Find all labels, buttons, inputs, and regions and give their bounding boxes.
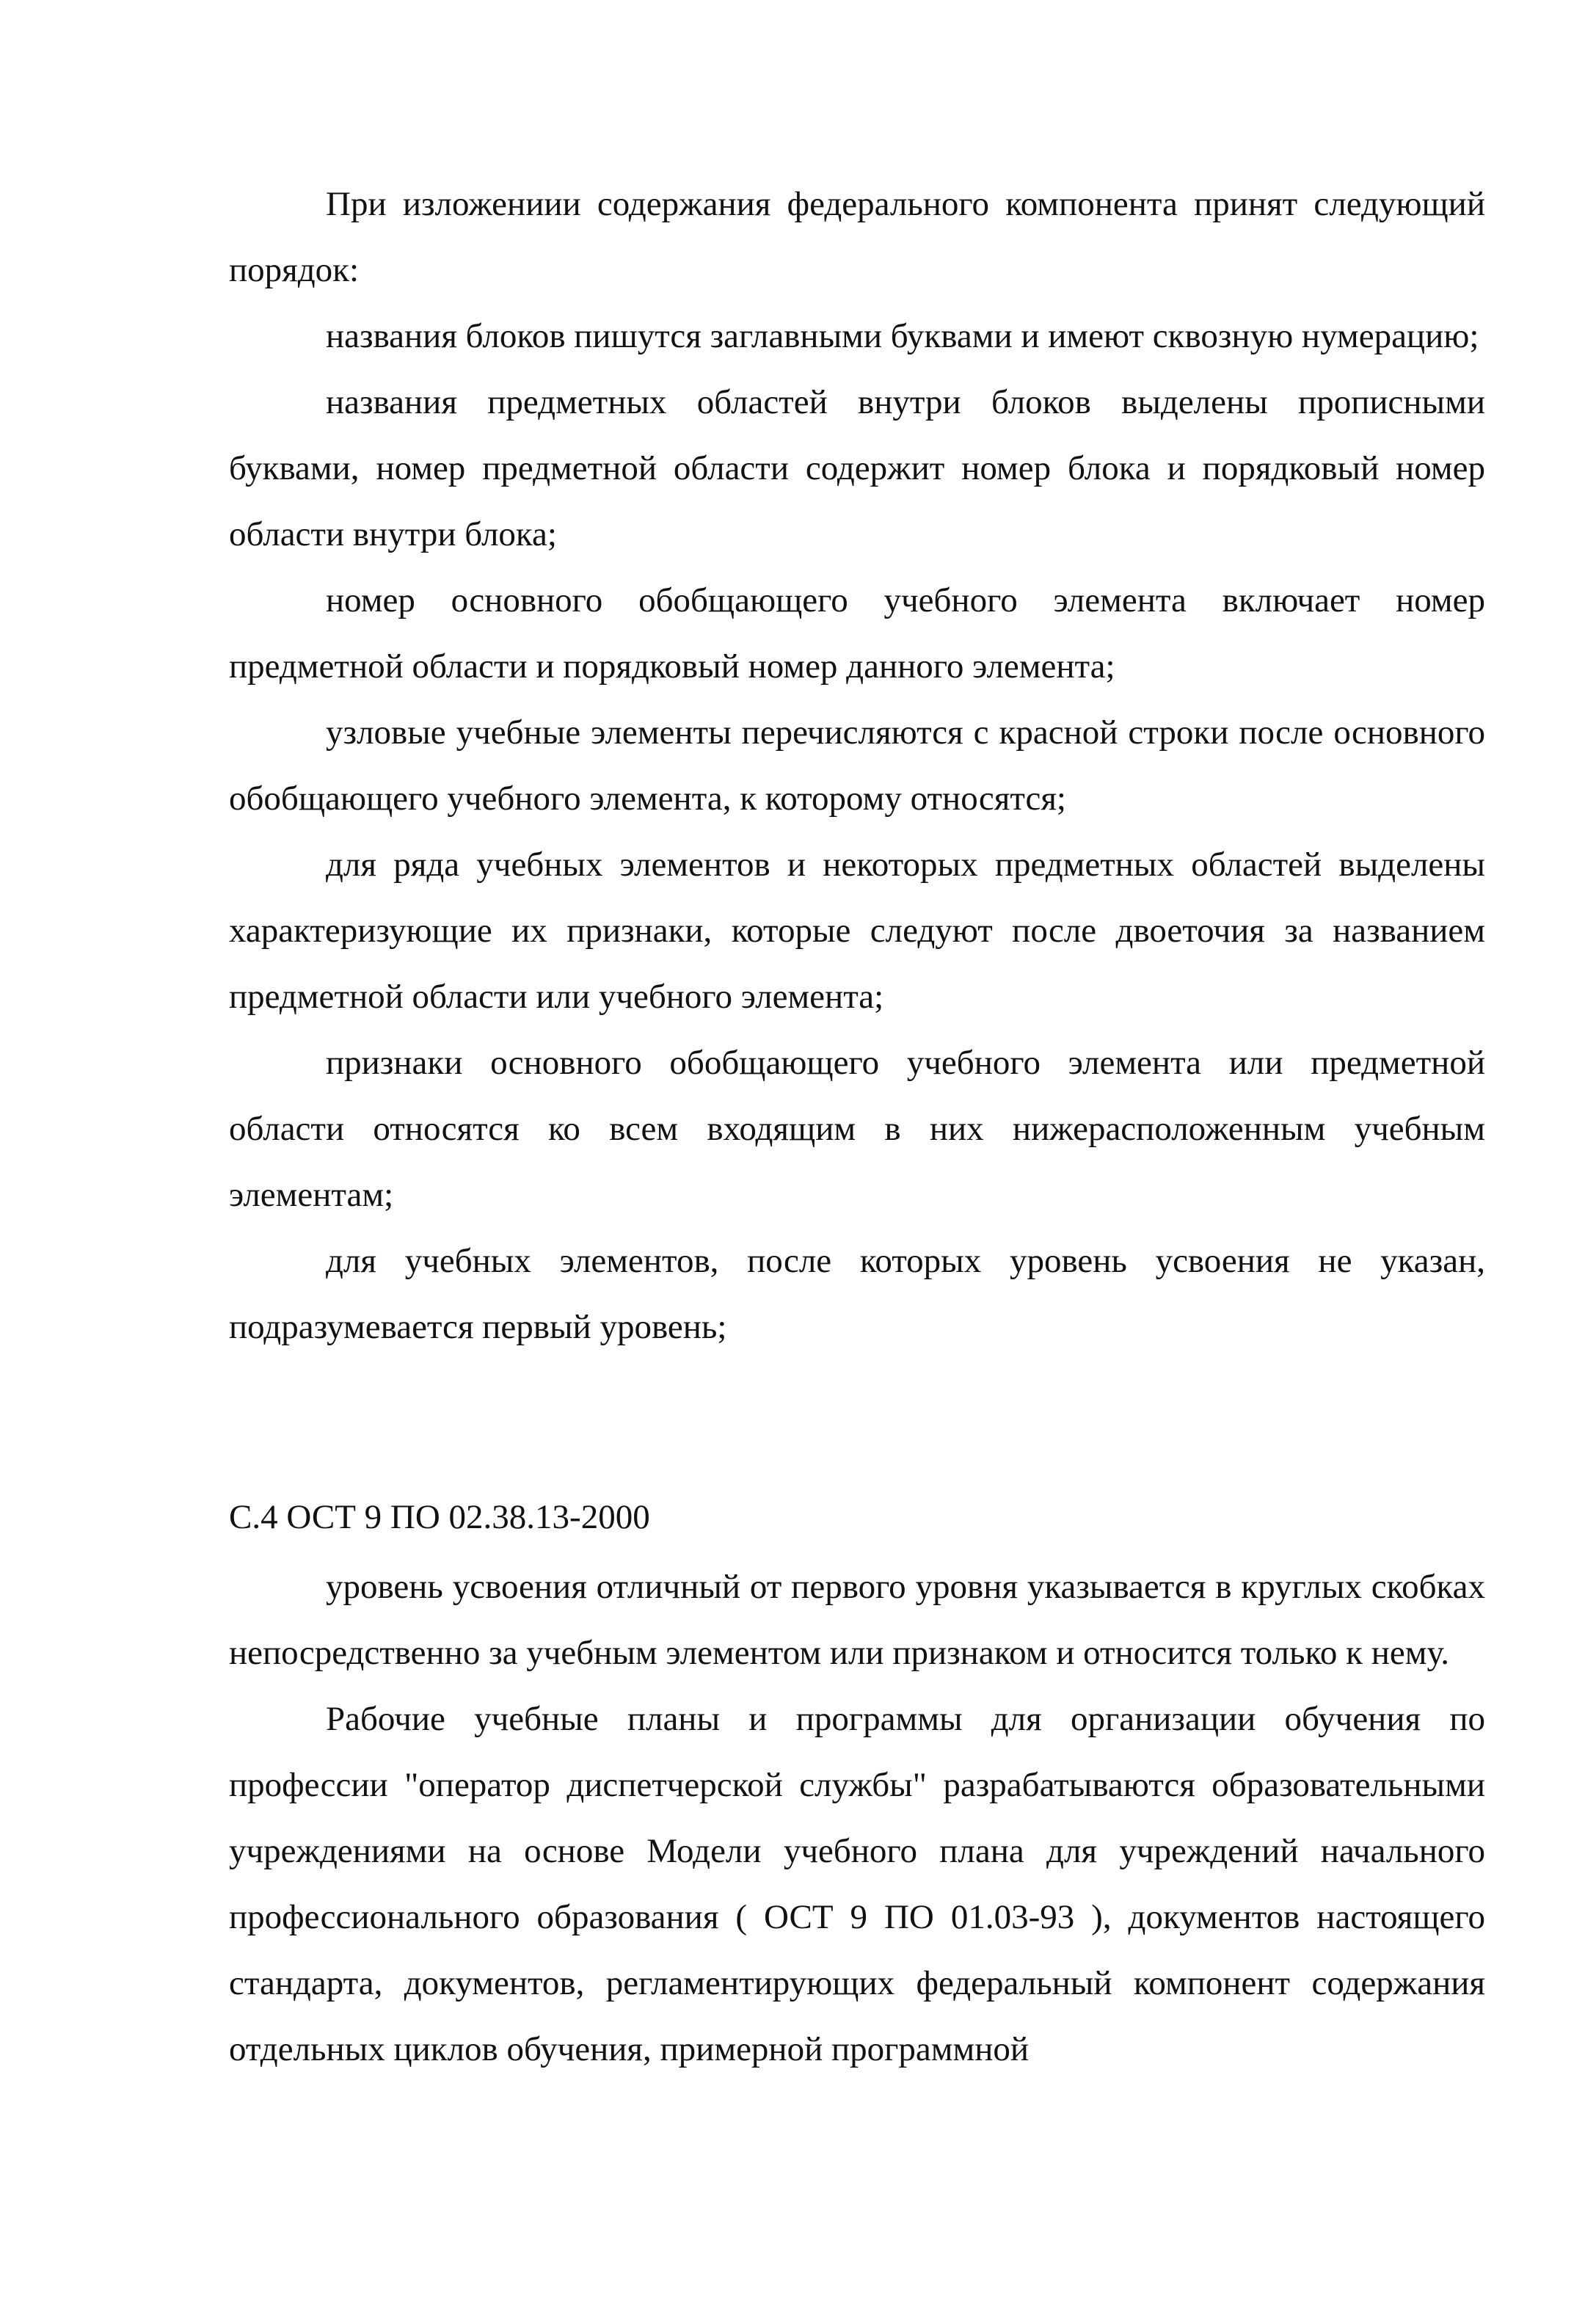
text-block-top <box>229 171 1485 1360</box>
page-header: С.4 ОСТ 9 ПО 02.38.13-2000 <box>229 1498 650 1536</box>
paragraph-rule-element-number: номер основного обобщающего учебного элемента включает номер предметной области и порядковый номер данного элемента; <box>229 581 1485 686</box>
paragraph-rule-blocks: названия блоков пишутся заглавными буквами и имеют сквозную нумерацию; <box>326 317 1479 355</box>
paragraph-rule-attribute-scope: признаки основного обобщающего учебного элемента или предметной области относятся ко всем входящим в них нижерасположенным учебным элементам; <box>229 1044 1485 1214</box>
paragraph-intro: При изложениии содержания федерального компонента принят следующий порядок: <box>229 185 1485 289</box>
paragraph-rule-nodal-elements: узловые учебные элементы перечисляются с красной строки после основного обобщающего учебного элемента, к которому относятся; <box>229 713 1485 818</box>
text-block-bottom <box>229 1554 1485 2082</box>
paragraph-rule-other-level: уровень усвоения отличный от первого уровня указывается в круглых скобках непосредственно за учебным элементом или признаком и относится только к нему. <box>229 1568 1485 1672</box>
paragraph-rule-attributes: для ряда учебных элементов и некоторых предметных областей выделены характеризующие их признаки, которые следуют после двоеточия за названием предметной области или учебного элемента; <box>229 846 1485 1016</box>
paragraph-curricula: Рабочие учебные планы и программы для организации обучения по профессии "оператор диспетчерской службы" разрабатываются образовательными учреждениями на основе Модели учебного плана для учреждений начального профессионального образования ( ОСТ 9 ПО 01.03-93 ), документов настоящего стандарта, документов, регламентирующих федеральный компонент содержания отдельных циклов обучения, примерной программной <box>229 1700 1485 2068</box>
paragraph-rule-default-level: для учебных элементов, после которых уровень усвоения не указан, подразумевается первый уровень; <box>229 1242 1485 1346</box>
paragraph-rule-subject-areas: названия предметных областей внутри блоков выделены прописными буквами, номер предметной области содержит номер блока и порядковый номер области внутри блока; <box>229 383 1485 553</box>
